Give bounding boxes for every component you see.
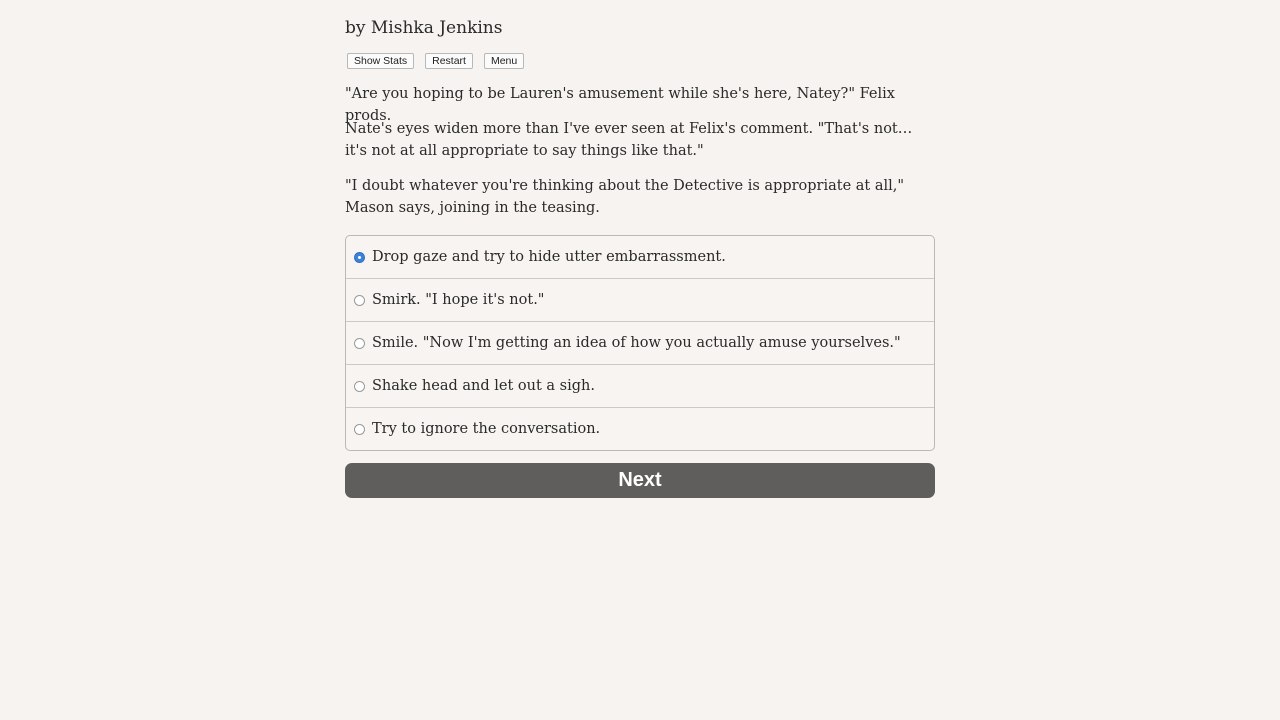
story-paragraph: Nate's eyes widen more than I've ever seen at Felix's comment. "That's not…it's not at all appropriate to say things like that.": [345, 121, 913, 159]
radio-button[interactable]: [354, 338, 365, 349]
choice-label: Drop gaze and try to hide utter embarrassment.: [372, 249, 726, 265]
choice-option[interactable]: [346, 322, 934, 365]
radio-button[interactable]: [354, 424, 365, 435]
story-paragraph: "Are you hoping to be Lauren's amusement while she's here, Natey?" Felix prods.: [345, 86, 895, 124]
choice-label: Shake head and let out a sigh.: [372, 378, 595, 394]
choice-label: Smile. "Now I'm getting an idea of how you actually amuse yourselves.": [372, 335, 901, 351]
radio-button[interactable]: [354, 295, 365, 306]
radio-button-selected[interactable]: [354, 252, 365, 263]
restart-button[interactable]: Restart: [425, 53, 473, 69]
choice-label: Smirk. "I hope it's not.": [372, 292, 545, 308]
choice-label: Try to ignore the conversation.: [372, 421, 601, 437]
toolbar: [347, 53, 524, 69]
choice-option[interactable]: [346, 279, 934, 322]
choice-option[interactable]: [346, 236, 934, 279]
next-button[interactable]: Next: [345, 463, 935, 498]
choice-option[interactable]: [346, 408, 934, 450]
story-paragraph: "I doubt whatever you're thinking about the Detective is appropriate at all," Mason says, joining in the teasing.: [345, 178, 905, 216]
choice-option[interactable]: [346, 365, 934, 408]
choice-list: [345, 235, 935, 451]
radio-button[interactable]: [354, 381, 365, 392]
show-stats-button[interactable]: Show Stats: [347, 53, 414, 69]
author-byline: by Mishka Jenkins: [345, 18, 503, 38]
menu-button[interactable]: Menu: [484, 53, 524, 69]
